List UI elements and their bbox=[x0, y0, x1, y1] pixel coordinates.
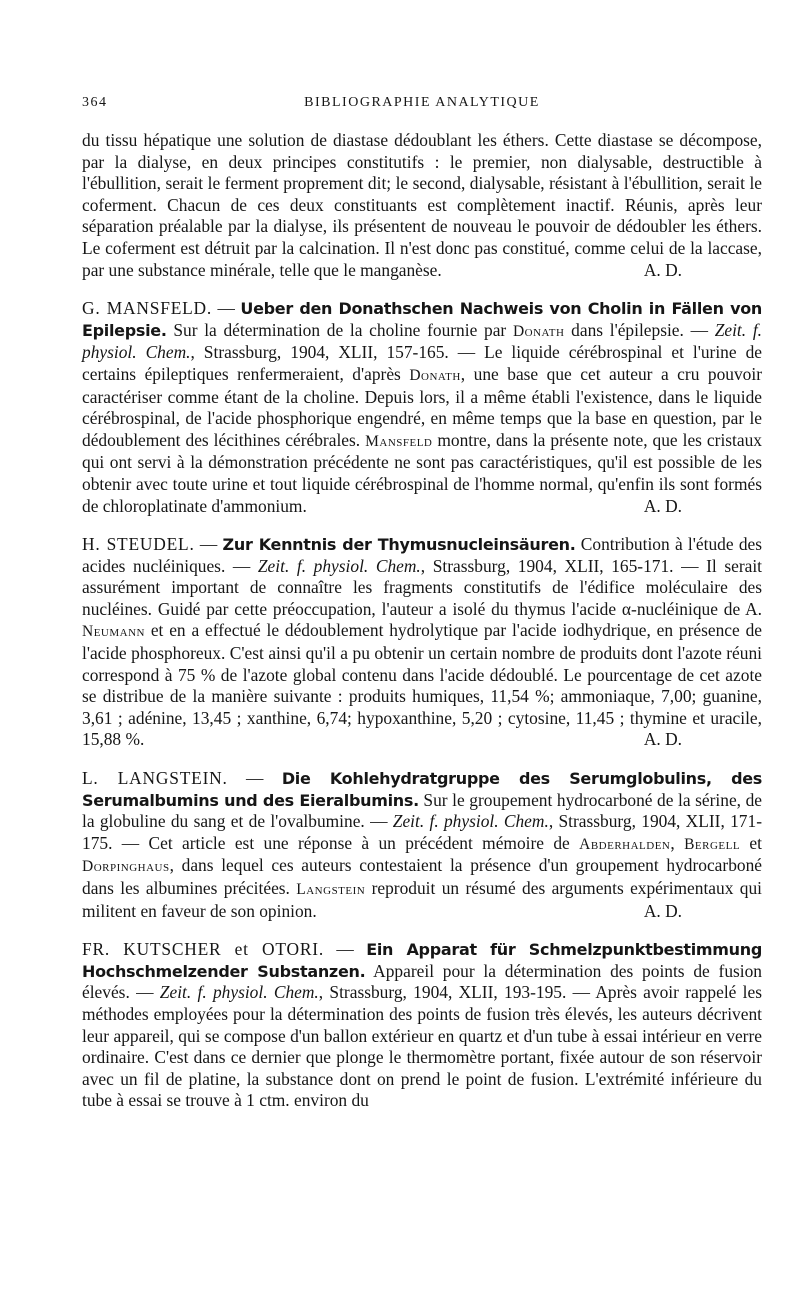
entry-dash: — bbox=[194, 534, 223, 555]
entry-text: , Strassburg, 1904, XLII, 171-175. — Cet article est une réponse à un précédent mémoire de bbox=[82, 811, 762, 853]
entry-title: Ein Apparat für Schmelzpunktbestimmung Hochschmelzender Substanzen. bbox=[82, 940, 762, 981]
entry-author: FR. KUTSCHER et OTORI. bbox=[82, 939, 324, 960]
cited-author: Donath bbox=[512, 322, 565, 340]
journal-name: Zeit. f. physiol. Chem. bbox=[392, 811, 549, 832]
cited-author: Langstein bbox=[296, 881, 366, 898]
signature: A. D. bbox=[643, 729, 682, 750]
entry-author: G. MANSFELD. bbox=[82, 298, 213, 319]
entry-dash: — bbox=[227, 768, 282, 789]
running-title: BIBLIOGRAPHIE ANALYTIQUE bbox=[304, 95, 540, 110]
page-header bbox=[82, 92, 762, 112]
entry-text: montre, dans la présente note, que les cristaux qui ont servi à la démonstration précédente ne sont pas caractéristiques, qu'il est possible de les obtenir avec toute urine et tout liquide cérébrospinal de l'homme normal, qu'enfin ils sont formés de chloroplatinate d'ammonium. bbox=[82, 429, 762, 516]
signature: A. D. bbox=[643, 259, 682, 280]
entry-text: reproduit un résumé des arguments expérimentaux qui militent en faveur de son opinion. bbox=[82, 878, 762, 921]
entry-author: L. LANGSTEIN. bbox=[82, 768, 228, 789]
signature: A. D. bbox=[643, 495, 682, 516]
entry-author: H. STEUDEL. bbox=[82, 534, 195, 555]
journal-name: Zeit. f. physiol. Chem. bbox=[257, 555, 421, 576]
entry-text: et en a effectué le dédoublement hydrolytique par l'acide iodhydrique, en présence de l'acide phosphoreux. C'est ainsi qu'il a pu obtenir un certain nombre de produits dont l'azote réuni correspond à 75 % de l'azote global contenu dans l'acide dédoublé. Le pourcentage de cet azote se distribue de la manière suivante : produits humiques, 11,54 %; ammoniaque, 7,00; guanine, 3,61 ; adénine, 13,45 ; xanthine, 6,74; hypoxanthine, 5,20 ; cytosine, 11,45 ; thymine et uracile, 15,88 %. bbox=[82, 620, 762, 750]
entry-text: dans l'épilepsie. — bbox=[564, 319, 715, 340]
cited-author: Mansfeld bbox=[365, 432, 433, 450]
bibliography-entry bbox=[82, 768, 762, 922]
cited-author: Bergell bbox=[684, 835, 741, 853]
entry-text: Sur la détermination de la choline fournie par bbox=[166, 319, 513, 340]
entry-text: , bbox=[670, 832, 685, 853]
entry-text: , Strassburg, 1904, XLII, 193-195. — Après avoir rappelé les méthodes employées pour la détermination des points de fusion très élevés, les auteurs décrivent leur appareil, qui se compose d'un ballon extérieur en quartz et d'un tube à essai intérieur en verre ordinaire. C'est dans ce dernier que plonge le thermomètre portant, fixée autour de son réservoir avec un fil de platine, la substance dont on prend le point de fusion. L'extrémité inférieure du tube à essai se trouve à 1 ctm. environ du bbox=[82, 982, 762, 1111]
entry-title: Ueber den Donathschen Nachweis von Cholin in Fällen von Epilepsie. bbox=[82, 299, 762, 340]
entry-dash: — bbox=[212, 298, 241, 319]
entry-dash: — bbox=[323, 939, 367, 960]
page-number: 364 bbox=[82, 95, 108, 110]
bibliography-entry bbox=[82, 298, 762, 517]
entry-text: Sur le groupement hydrocarboné de la sérine, de la globuline du sang et de l'ovalbumine. — bbox=[82, 789, 762, 832]
cited-author: Abderhalden bbox=[579, 835, 671, 853]
entry-text: , une base que cet auteur a cru pouvoir caractériser comme étant de la choline. Depuis lors, il a même établi l'existence, dans le liquide cérébrospinal, de l'acide phosphorique engendré, en même temps que la base en question, par le dédoublement des lécithines cérébrales. bbox=[82, 363, 762, 450]
continuation-text: du tissu hépatique une solution de diastase dédoublant les éthers. Cette diastase se décompose, par la dialyse, en deux principes constitutifs : le premier, non dialysable, destructible à l'ébullition, serait le ferment proprement dit; le second, dialysable, résistant à l'ébullition, serait le coferment. Chacun de ces deux constituants est complètement inactif. Réunis, après leur séparation préalable par la dialyse, ils présentent de nouveau le pouvoir de dédoubler les éthers. Le coferment est détruit par la calcination. Il n'est donc pas constitué, comme celui de la laccase, par une substance minérale, telle que le manganèse. bbox=[82, 130, 762, 280]
bibliography-entry bbox=[82, 939, 762, 1112]
bibliography-entry bbox=[82, 534, 762, 751]
continuation-paragraph bbox=[82, 130, 762, 281]
document-page bbox=[82, 92, 762, 1112]
entry-title: Die Kohlehydratgruppe des Serumglobulins, des Serumalbumins und des Eieralbumins. bbox=[82, 769, 762, 810]
entry-text: , Strassburg, 1904, XLII, 157-165. — Le liquide cérébrospinal et l'urine de certains épileptiques renfermeraient, d'après bbox=[82, 342, 762, 384]
cited-author: Donath bbox=[409, 366, 461, 384]
cited-author: Dorpinghaus bbox=[82, 858, 170, 876]
journal-name: Zeit. f. physiol. Chem. bbox=[82, 319, 763, 363]
signature: A. D. bbox=[643, 900, 682, 921]
cited-author: Neumann bbox=[82, 623, 145, 641]
entry-text: et bbox=[740, 832, 762, 853]
entry-text: , Strassburg, 1904, XLII, 165-171. — Il serait assurément important de connaître les fragments constitutifs de l'édifice moléculaire des nucléines. Guidé par cette préoccupation, l'auteur a isolé du thymus l'acide α-nucléinique de A. bbox=[82, 555, 762, 619]
journal-name: Zeit. f. physiol. Chem. bbox=[159, 982, 319, 1003]
entry-text: Appareil pour la détermination des points de fusion élevés. — bbox=[82, 960, 762, 1003]
entry-title: Zur Kenntnis der Thymusnucleinsäuren. bbox=[222, 535, 576, 555]
entry-text: Contribution à l'étude des acides nucléiniques. — bbox=[82, 534, 762, 576]
entry-text: , dans lequel ces auteurs contestaient la présence d'un groupement hydrocarboné dans les albumines précitées. bbox=[82, 855, 762, 898]
